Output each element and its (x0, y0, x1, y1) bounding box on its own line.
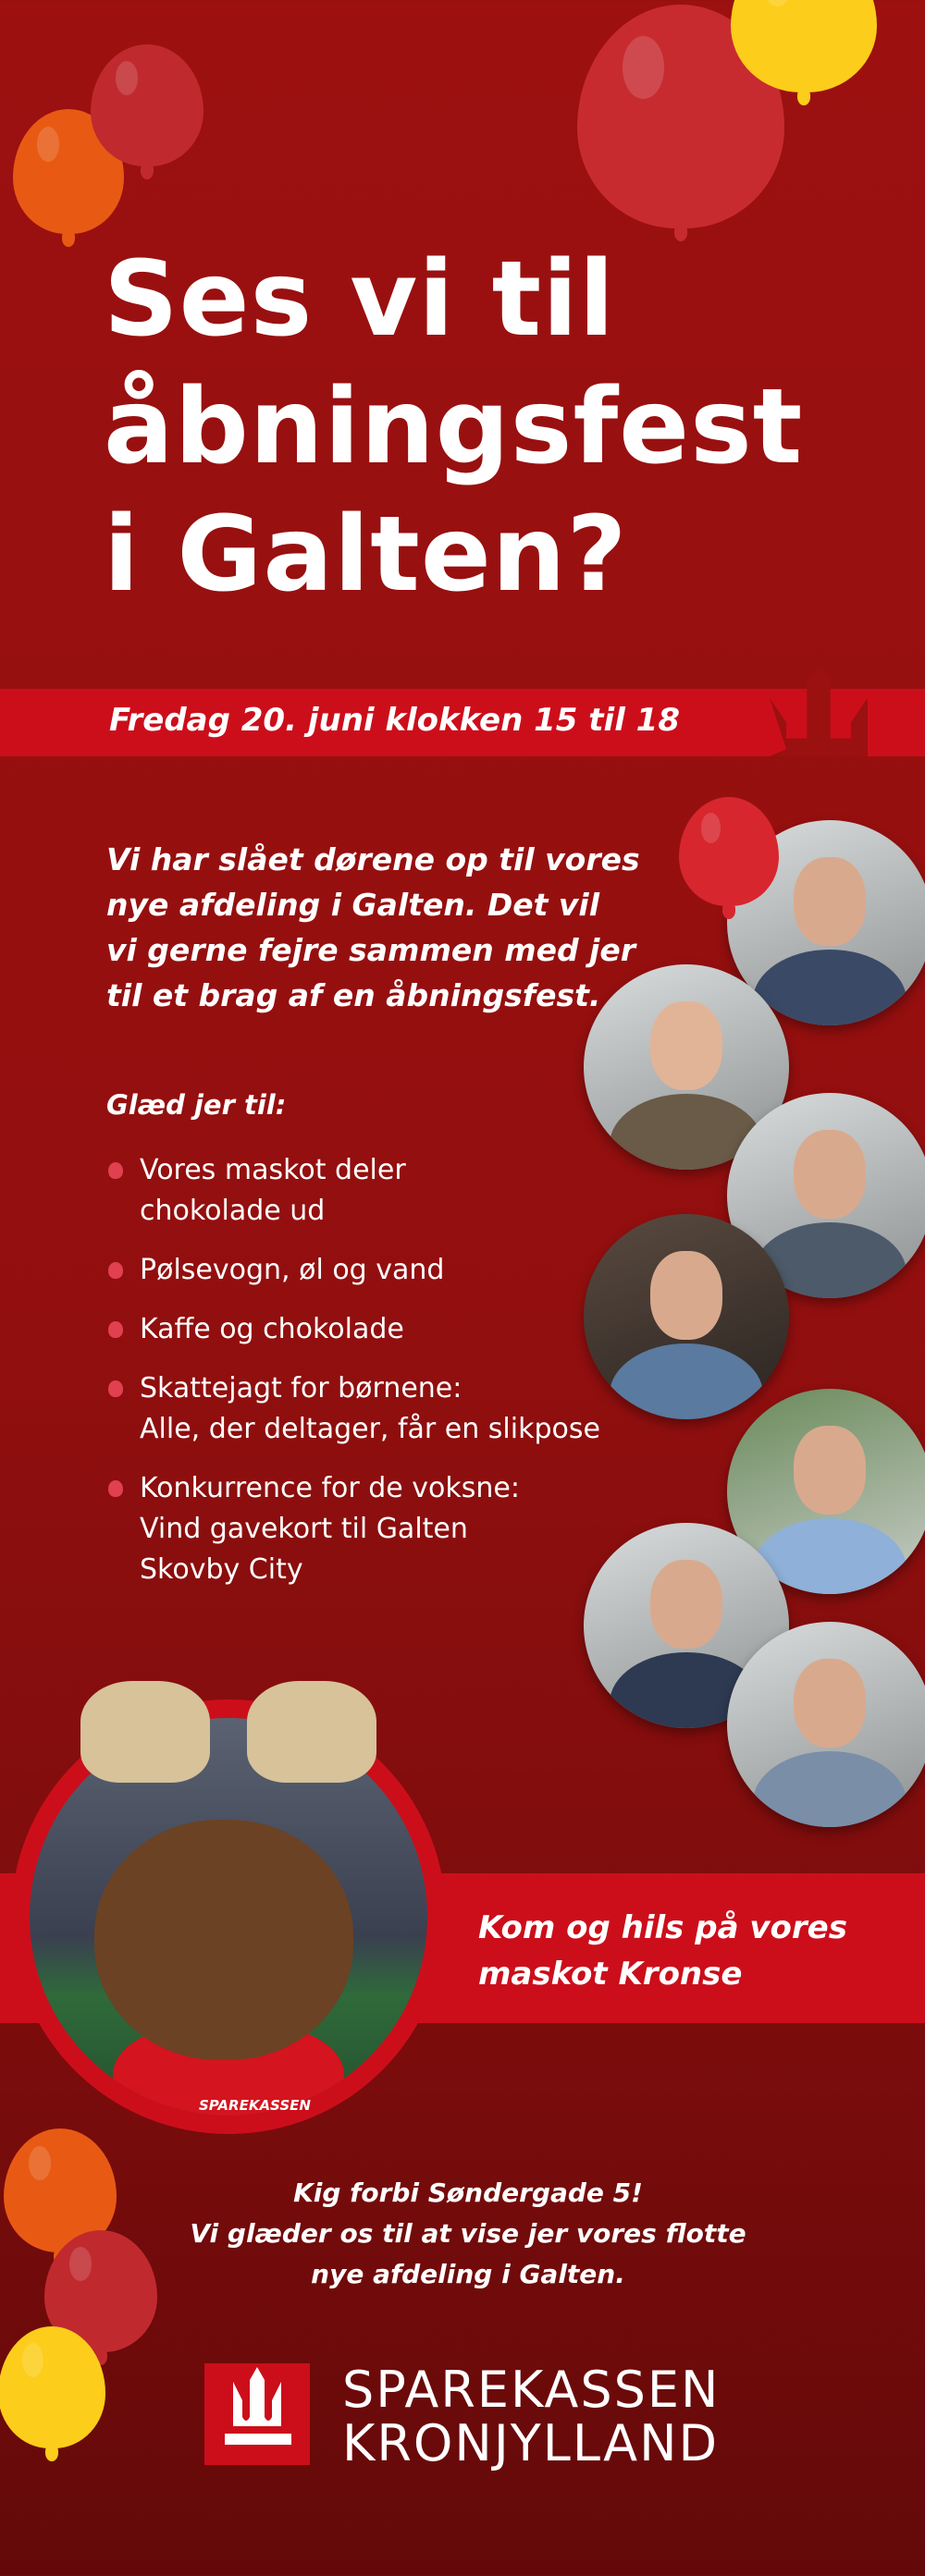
crown-tower-icon (770, 667, 868, 756)
title-line: åbningsfest (104, 367, 804, 487)
footer-line: Vi glæder os til at vise jer vores flotte (190, 2218, 746, 2249)
footer-line: nye afdeling i Galten. (311, 2259, 625, 2289)
intro-line: vi gerne fejre sammen med jer (106, 932, 636, 968)
logo-crown-icon (204, 2363, 310, 2465)
caption-line: maskot Kronse (478, 1956, 743, 1993)
list-item (106, 1150, 600, 1232)
mascot-caption (478, 1905, 847, 1997)
mascot-photo (11, 1699, 446, 2134)
intro-line: Vi har slået dørene op til vores (106, 841, 640, 877)
list-item (106, 1468, 600, 1590)
list-item-line: Vind gavekort til Galten (140, 1513, 468, 1545)
balloon-red-small (679, 797, 779, 906)
logo-wordmark (342, 2363, 720, 2471)
intro-text (106, 837, 640, 1018)
intro-line: nye afdeling i Galten. Det vil (106, 887, 600, 923)
title-line: i Galten? (104, 495, 628, 615)
mascot-shirt-text: SPAREKASSEN (199, 2097, 311, 2114)
list-item-line: Skovby City (140, 1553, 303, 1586)
list-item (106, 1250, 600, 1291)
caption-line: Kom og hils på vores (478, 1909, 847, 1946)
balloon-red (91, 44, 204, 166)
page-title (104, 236, 803, 619)
list-item-line: Alle, der deltager, får en slikpose (140, 1413, 600, 1445)
list-item (106, 1309, 600, 1350)
title-line: Ses vi til (104, 239, 615, 360)
logo-line: KRONJYLLAND (342, 2414, 720, 2472)
antler-left (80, 1681, 210, 1783)
list-title: Glæd jer til: (106, 1089, 287, 1121)
date-band (0, 689, 925, 756)
list-item-line: Skattejagt for børnene: (140, 1372, 462, 1405)
intro-line: til et brag af en åbningsfest. (106, 977, 601, 1013)
mascot-head (94, 1820, 353, 2060)
staff-photo (727, 1622, 925, 1827)
list-item-line: Vores maskot deler (140, 1154, 406, 1186)
date-text: Fredag 20. juni klokken 15 til 18 (109, 702, 680, 739)
footer-line: Kig forbi Søndergade 5! (293, 2177, 643, 2208)
list-item (106, 1368, 600, 1450)
feature-list (106, 1150, 600, 1609)
footer-text (0, 2173, 925, 2295)
antler-right (247, 1681, 376, 1783)
list-item-line: Kaffe og chokolade (140, 1313, 404, 1345)
list-item-line: chokolade ud (140, 1195, 326, 1227)
list-item-line: Konkurrence for de voksne: (140, 1472, 520, 1504)
logo-line: SPAREKASSEN (342, 2361, 721, 2419)
staff-photo (584, 1214, 789, 1419)
list-item-line: Pølsevogn, øl og vand (140, 1254, 445, 1286)
